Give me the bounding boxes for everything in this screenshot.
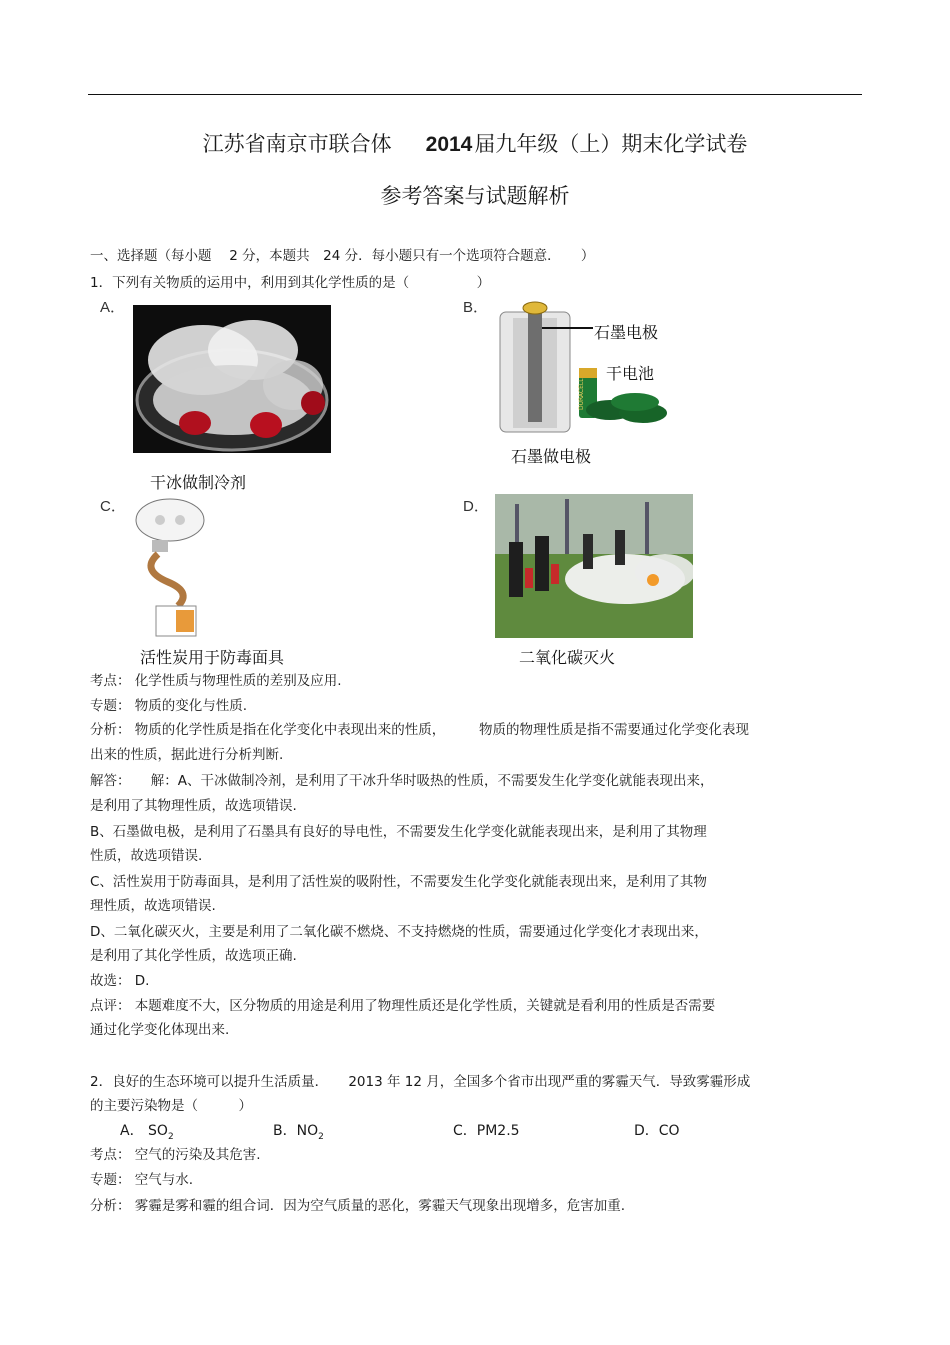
q2-choice-a: A． $SO_2$ [120,1123,174,1142]
q1-fenxi-line2: 出来的性质，据此进行分析判断. [90,747,284,763]
q1-b-line1: B、石墨做电极，是利用了石墨具有良好的导电性，不需要发生化学变化就能表现出来，是利用了其物理 [90,824,707,840]
option-c-caption: 活性炭用于防毒面具 [140,648,285,667]
q1-b-line2: 性质，故选项错误. [90,848,203,864]
battery-brand-text: DURACELL [578,378,585,410]
option-d-caption: 二氧化碳灭火 [519,648,616,667]
option-b-label: B． [463,299,489,316]
page-subtitle: 参考答案与试题解析 [380,184,570,208]
q2-choice-d: D．CO [634,1123,680,1139]
q1-dianping-line2: 通过化学变化体现出来. [90,1022,230,1038]
option-c-label: C． [100,498,126,515]
q2-kaodian: 考点： 空气的污染及其危害. [90,1147,261,1163]
q1-c-line2: 理性质，故选项错误. [90,898,216,914]
graphite-electrode-tag: 石墨电极 [594,323,659,342]
question-2-stem-line2: 的主要污染物是（ ） [90,1098,252,1114]
q1-jieda-line2: 是利用了其物理性质，故选项错误. [90,798,297,814]
q1-d-line1: D、二氧化碳灭火，主要是利用了二氧化碳不燃烧、不支持燃烧的性质，需要通过化学变化才表现出来， [90,924,708,940]
option-b-caption: 石墨做电极 [511,447,592,466]
header-rule [88,94,862,95]
fire-extinguisher-image [495,494,693,638]
option-a-label: A． [100,299,126,316]
question-2-stem-line1: 2．良好的生态环境可以提升生活质量． 2013 年 12 月，全国多个省市出现严重的雾霾天气．导致雾霾形成 [90,1074,751,1090]
q1-jieda-line1: 解答： 解：A、干冰做制冷剂，是利用了干冰升华时吸热的性质，不需要发生化学变化就能表现出来， [90,773,714,789]
q2-choice-c: C．PM2.5 [453,1123,520,1139]
title-prefix: 江苏省南京市联合体 [202,132,392,156]
q2-fenxi: 分析： 雾霾是雾和霾的组合词．因为空气质量的恶化，雾霾天气现象出现增多，危害加重. [90,1198,626,1214]
gas-mask-image [130,498,210,638]
title-suffix: 届九年级（上）期末化学试卷 [474,132,748,156]
option-a-caption: 干冰做制冷剂 [150,473,247,492]
q1-d-line2: 是利用了其化学性质，故选项正确. [90,948,297,964]
q1-dianping-line1: 点评： 本题难度不大，区分物质的用途是利用了物理性质还是化学性质，关键就是看利用的性质是否需要 [90,998,716,1014]
dry-ice-image [133,305,331,453]
q1-c-line1: C、活性炭用于防毒面具，是利用了活性炭的吸附性，不需要发生化学变化就能表现出来，是利用了其物 [90,874,707,890]
option-d-label: D． [463,498,489,515]
page-title [0,128,950,158]
dry-cell-tag: 干电池 [606,364,655,383]
q2-choice-b: B．$NO_2$ [273,1123,324,1142]
q2-zhuanti: 专题： 空气与水. [90,1172,194,1188]
q1-zhuanti: 专题： 物质的变化与性质. [90,698,248,714]
q1-kaodian: 考点： 化学性质与物理性质的差别及应用. [90,673,342,689]
q1-fenxi-line1: 分析： 物质的化学性质是指在化学变化中表现出来的性质， 物质的物理性质是指不需要通过化学变化表现 [90,722,750,738]
q1-answer: 故选： D. [90,973,150,989]
question-1-stem: 1．下列有关物质的运用中，利用到其化学性质的是（ ） [90,275,491,291]
title-year: 2014 [425,133,473,156]
section-heading: 一、选择题（每小题 2 分，本题共 24 分．每小题只有一个选项符合题意． ） [90,248,595,264]
